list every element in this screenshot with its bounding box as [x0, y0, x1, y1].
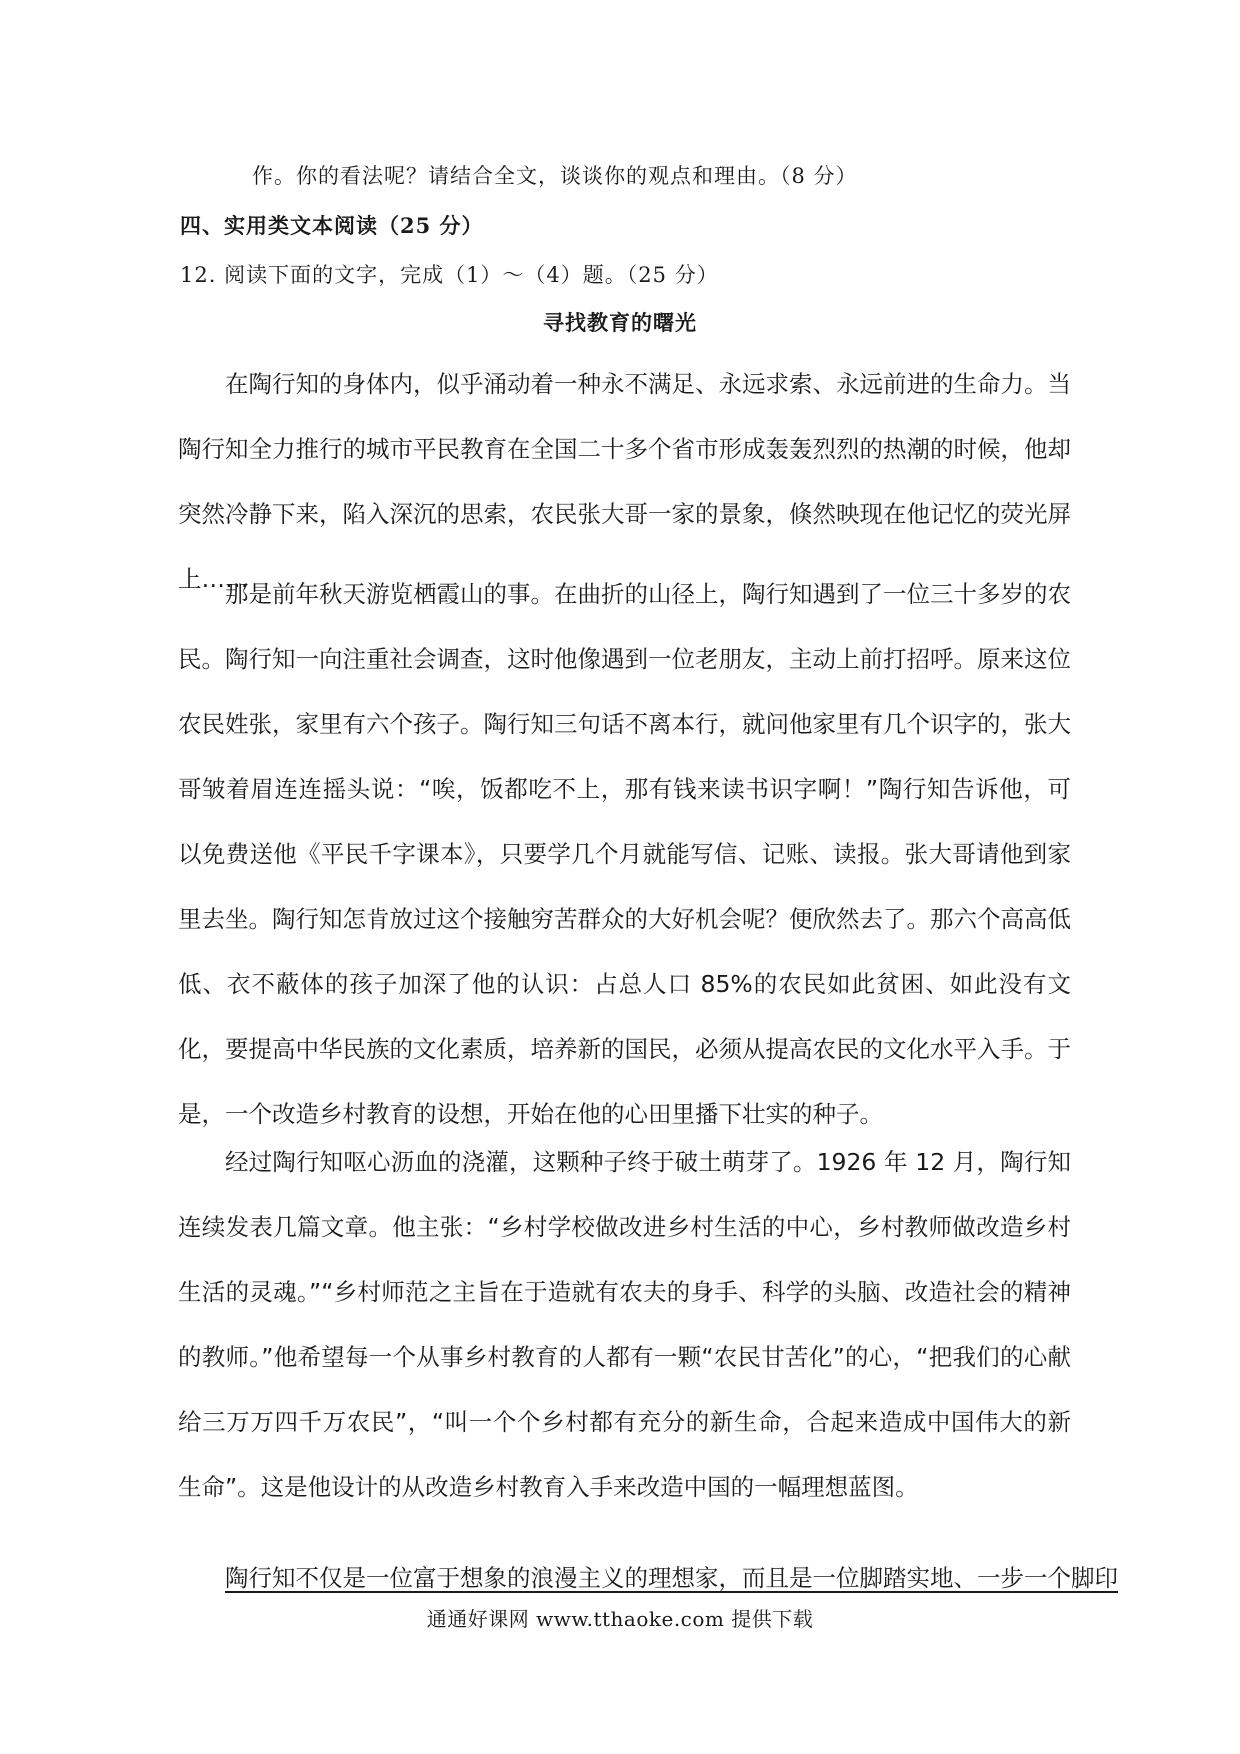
- paragraph-text: 那是前年秋天游览栖霞山的事。在曲折的山径上，陶行知遇到了一位三十多岁的农民。陶行知一向注重社会调查，这时他像遇到一位老朋友，主动上前打招呼。原来这位农民姓张，家里有六个孩子。陶行知三句话不离本行，就问他家里有几个识字的，张大哥皱着眉连连摇头说：“唉，饭都吃不上，那有钱来读书识字啊！”陶行知告诉他，可以免费送他《平民千字课本》，只要学几个月就能写信、记账、读报。张大哥请他到家里去坐。陶行知怎肯放过这个接触穷苦群众的大好机会呢？便欣然去了。那六个高高低低、衣不蔽体的孩子加深了他的认识：占总人口 85%的农民如此贫困、如此没有文化，要提高中华民族的文化素质，培养新的国民，必须从提高农民的文化水平入手。于是，一个改造乡村教育的设想，开始在他的心田里播下壮实的种子。: [178, 580, 1071, 1128]
- article-title: 寻找教育的曙光: [543, 310, 697, 335]
- paragraph-text: 在陶行知的身体内，似乎涌动着一种永不满足、永远求索、永远前进的生命力。当陶行知全力推行的城市平民教育在全国二十多个省市形成轰轰烈烈的热潮的时候，他却突然冷静下来，陷入深沉的思索，农民张大哥一家的景象，倏然映现在他记忆的荧光屏上……: [178, 370, 1071, 593]
- paragraph-text: 经过陶行知呕心沥血的浇灌，这颗种子终于破土萌芽了。1926 年 12 月，陶行知连续发表几篇文章。他主张：“乡村学校做改进乡村生活的中心，乡村教师做改造乡村生活的灵魂。”“乡村师范之主旨在于造就有农夫的身手、科学的头脑、改造社会的精神的教师。”他希望每一个从事乡村教育的人都有一颗“农民甘苦化”的心，“把我们的心献给三万万四千万农民”，“叫一个个乡村都有充分的新生命，合起来造成中国伟大的新生命”。这是他设计的从改造乡村教育入手来改造中国的一幅理想蓝图。: [178, 1148, 1071, 1501]
- paragraph-text: 陶行知不仅是一位富于想象的浪漫主义的理想家，而且是一位脚踏实地、一步一个脚印: [225, 1564, 1118, 1592]
- article-paragraph-3: [178, 1130, 1071, 1520]
- question-prompt-tail: 作。你的看法呢？请结合全文，谈谈你的观点和理由。（8 分）: [252, 164, 858, 188]
- article-paragraph-2: [178, 562, 1071, 1147]
- article-paragraph-4-underlined: [178, 1546, 1118, 1611]
- page-footer: 通通好课网 www.tthaoke.com 提供下载: [426, 1607, 814, 1631]
- question-12-instruction: 12. 阅读下面的文字，完成（1）～（4）题。（25 分）: [180, 263, 719, 287]
- section-heading: 四、实用类文本阅读（25 分）: [180, 213, 484, 238]
